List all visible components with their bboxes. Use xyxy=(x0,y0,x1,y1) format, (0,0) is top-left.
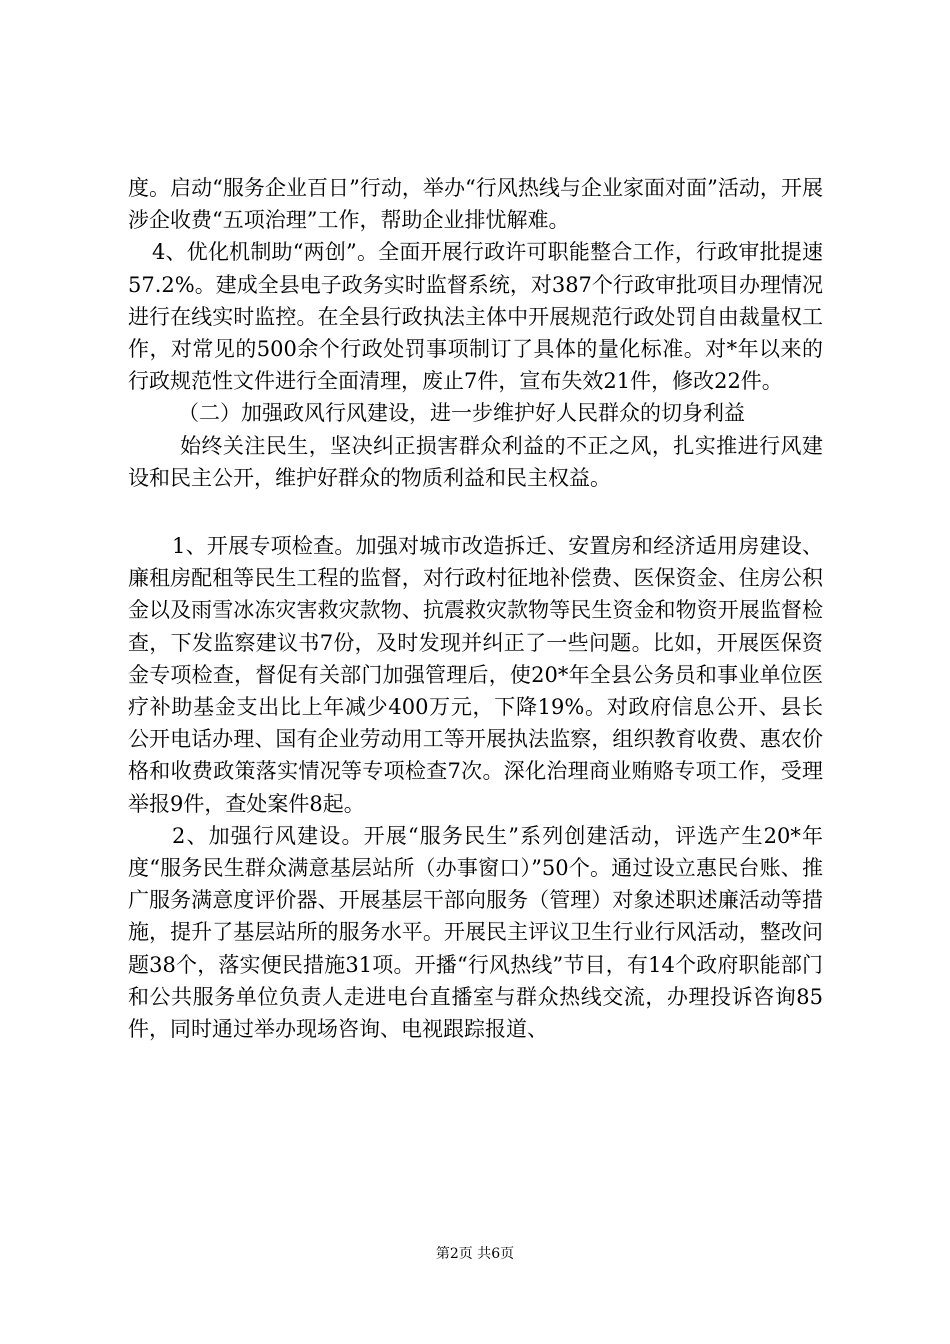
paragraph-item-2: 2、加强行风建设。开展“服务民生”系列创建活动，评选产生20*年度“服务民生群众满意基层站所（办事窗口）”50个。通过设立惠民台账、推广服务满意度评价器、开展基层干部向服务（管理）对象述职述廉活动等措施，提升了基层站所的服务水平。开展民主评议卫生行业行风活动，整改问题38个，落实便民措施31项。开播“行风热线”节目，有14个政府职能部门和公共服务单位负责人走进电台直播室与群众热线交流，办理投诉咨询85件，同时通过举办现场咨询、电视跟踪报道、 xyxy=(128,823,823,1042)
paragraph-section-intro: 始终关注民生，坚决纠正损害群众利益的不正之风，扎实推进行风建设和民主公开，维护好群众的物质利益和民主权益。 xyxy=(128,433,823,490)
document-body xyxy=(128,172,823,1045)
paragraph-continuation: 度。启动“服务企业百日”行动，举办“行风热线与企业家面对面”活动，开展涉企收费“五项治理”工作，帮助企业排忧解难。 xyxy=(128,176,823,233)
paragraph-item-4: 4、优化机制助“两创”。全面开展行政许可职能整合工作，行政审批提速57.2%。建成全县电子政务实时监督系统，对387个行政审批项目办理情况进行在线实时监控。在全县行政执法主体中开展规范行政处罚自由裁量权工作，对常见的500余个行政处罚事项制订了具体的量化标准。对*年以来的行政规范性文件进行全面清理，废止7件，宣布失效21件，修改22件。 xyxy=(128,240,823,394)
paragraph-item-1: 1、开展专项检查。加强对城市改造拆迁、安置房和经济适用房建设、廉租房配租等民生工程的监督，对行政村征地补偿费、医保资金、住房公积金以及雨雪冰冻灾害救灾款物、抗震救灾款物等民生资金和物资开展监督检查，下发监察建议书7份，及时发现并纠正了一些问题。比如，开展医保资金专项检查，督促有关部门加强管理后，使20*年全县公务员和事业单位医疗补助基金支出比上年减少400万元，下降19%。对政府信息公开、县长公开电话办理、国有企业劳动用工等开展执法监察，组织教育收费、惠农价格和收费政策落实情况等专项检查7次。深化治理商业贿赂专项工作，受理举报9件，查处案件8起。 xyxy=(128,534,823,816)
section-heading-2: （二）加强政风行风建设，进一步维护好人民群众的切身利益 xyxy=(178,401,745,426)
page-footer: 第2页 共6页 xyxy=(435,1246,515,1262)
